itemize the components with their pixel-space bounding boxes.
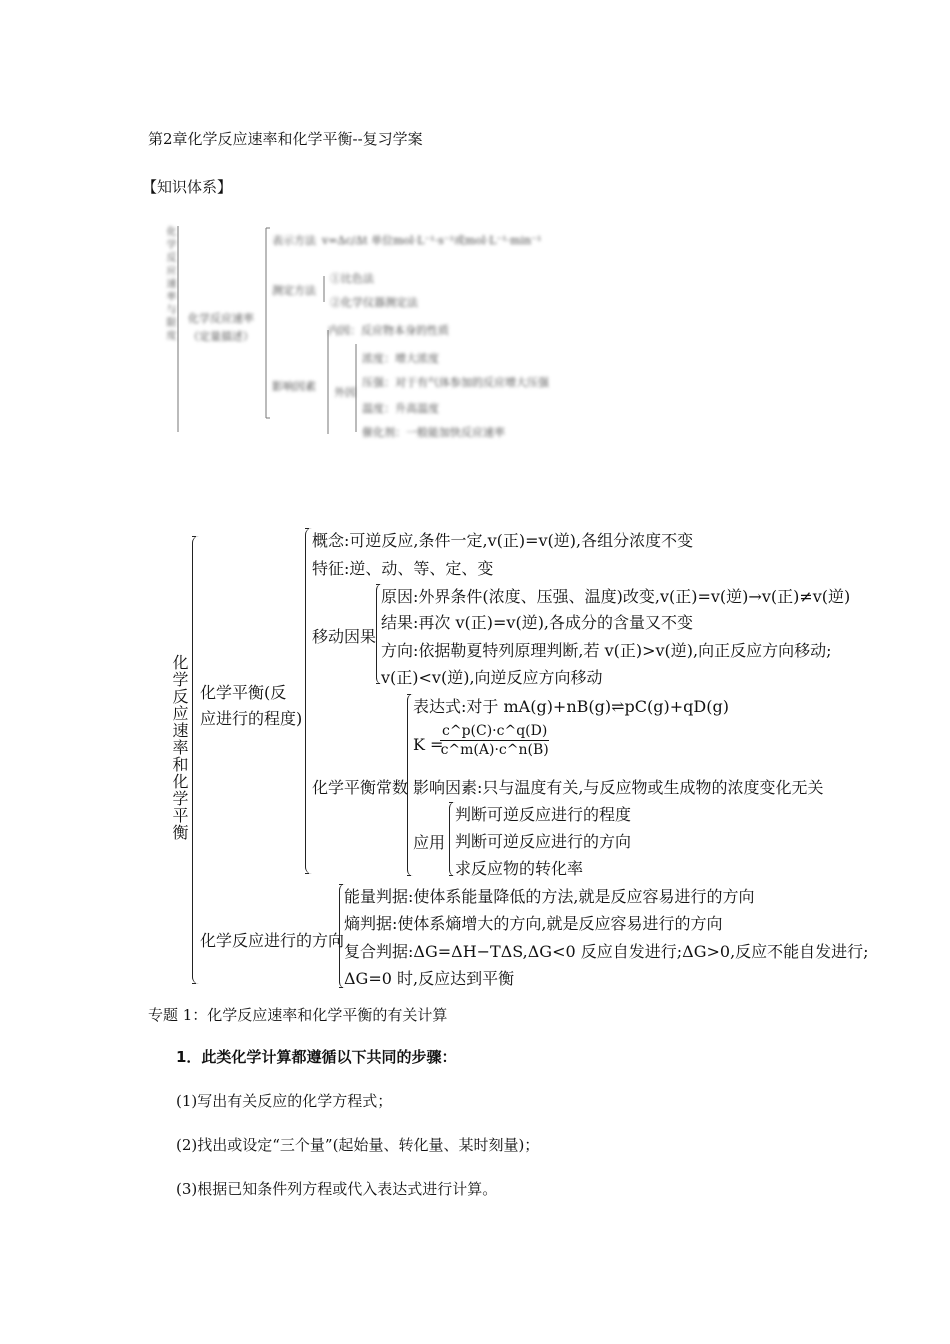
movement-item: v(正)<v(逆),向逆反应方向移动 [381,668,603,687]
movement-item: 结果:再次 v(正)=v(逆),各成分的含量又不变 [381,613,694,632]
movement-item: 方向:依据勒夏特列原理判断,若 v(正)>v(逆),向正反应方向移动; [381,641,832,660]
blurred-branch-measure: 测定方法 [272,284,316,297]
constant-influence: 影响因素:只与温度有关,与反应物或生成物的浓度变化无关 [413,778,824,797]
blurred-factor-internal: 内因：反应物本身的性质 [328,324,449,337]
root-brace [192,536,199,984]
equilibrium-feature: 特征:逆、动、等、定、变 [312,559,494,578]
steps-heading: 1．此类化学计算都遵循以下共同的步骤： [176,1048,457,1066]
step-item: (3)根据已知条件列方程或代入表达式进行计算。 [176,1180,498,1198]
application-item: 判断可逆反应进行的程度 [455,805,632,824]
application-item: 求反应物的转化率 [455,859,584,878]
constant-expression: 表达式:对于 mA(g)+nB(g)⇌pC(g)+qD(g) [413,697,729,716]
equilibrium-label-line2: 应进行的程度) [200,709,303,728]
direction-item: 熵判据:使体系熵增大的方向,就是反应容易进行的方向 [344,914,723,933]
k-denominator: c^m(A)·c^n(B) [440,742,549,758]
blurred-factor-external: 外因 [334,386,356,399]
direction-item: 复合判据:ΔG=ΔH−TΔS,ΔG<0 反应自发进行;ΔG>0,反应不能自发进行; [344,942,869,961]
constant-label: 化学平衡常数 [312,778,409,797]
equilibrium-label-line1: 化学平衡(反 [200,683,287,702]
root-label: 化学反应速率和化学平衡 [170,654,189,841]
k-numerator: c^p(C)·c^q(D) [442,723,548,739]
blurred-branch-factors: 影响因素 [272,380,316,393]
application-label: 应用 [413,833,446,852]
equilibrium-brace [305,528,312,874]
blurred-knowledge-diagram [158,218,618,440]
blurred-measure-item: ①比色法 [330,272,374,285]
blurred-measure-item: ②化学仪器测定法 [330,296,418,309]
direction-item: ΔG=0 时,反应达到平衡 [344,969,515,988]
page-title: 第2章化学反应速率和化学平衡--复习学案 [148,130,423,148]
topic1-heading: 专题 1：化学反应速率和化学平衡的有关计算 [148,1006,448,1024]
blurred-branch-method-text: v=Δc/Δt 单位mol·L⁻¹·s⁻¹或mol·L⁻¹·min⁻¹ [322,234,542,247]
equilibrium-concept: 概念:可逆反应,条件一定,v(正)=v(逆),各组分浓度不变 [312,531,694,550]
blurred-branch-method: 表示方法 [272,234,316,247]
blurred-factor-item: 浓度：增大浓度 [362,352,439,365]
blurred-factor-item: 催化剂：一般能加快反应速率 [362,426,505,439]
blurred-root-label: 化学反应速率与限度 [164,226,175,343]
direction-label: 化学反应进行的方向 [200,931,345,950]
blurred-factor-item: 压强：对于有气体参加的反应增大压强 [362,376,549,389]
application-item: 判断可逆反应进行的方向 [455,832,632,851]
k-lhs: K = [413,735,444,754]
knowledge-system-heading: 【知识体系】 [142,178,233,196]
step-item: (1)写出有关反应的化学方程式； [176,1092,393,1110]
blurred-factor-item: 温度：升高温度 [362,402,439,415]
movement-item: 原因:外界条件(浓度、压强、温度)改变,v(正)=v(逆)→v(正)≠v(逆) [381,587,851,606]
blurred-left-label: 化学反应速率（定量描述） [188,312,254,343]
direction-item: 能量判据:使体系能量降低的方法,就是反应容易进行的方向 [344,887,755,906]
step-item: (2)找出或设定“三个量”(起始量、转化量、某时刻量)； [176,1136,540,1154]
movement-label: 移动因果 [312,627,377,646]
k-fraction [440,723,549,758]
